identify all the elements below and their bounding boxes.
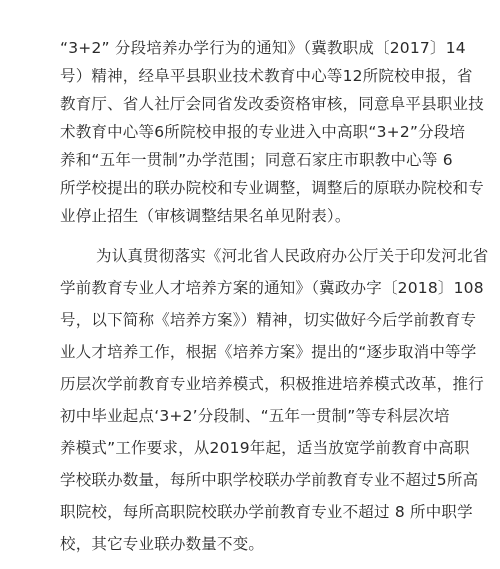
- paragraph-1-line-1: “3+2” 分段培养办学行为的通知》（冀教职成〔2017〕14: [60, 39, 466, 57]
- paragraph-2-line-9: 职院校，每所高职院校联办学前教育专业不超过 8 所中职学: [60, 503, 473, 521]
- paragraph-1-line-2: 号）精神，经阜平县职业技术教育中心等12所院校申报，省: [60, 67, 473, 85]
- paragraph-2-line-2: 学前教育专业人才培养方案的通知》（冀政办字〔2018〕108: [60, 279, 484, 297]
- paragraph-1-line-5: 养和“五年一贯制”办学范围；同意石家庄市职教中心等 6: [60, 151, 453, 169]
- paragraph-2-line-5: 历层次学前教育专业培养模式，积极推进培养模式改革，推行: [60, 375, 484, 393]
- paragraph-2-line-1: 为认真贯彻落实《河北省人民政府办公厅关于印发河北省: [96, 247, 489, 265]
- paragraph-2-line-10: 校，其它专业联办数量不变。: [60, 535, 265, 553]
- paragraph-2-line-6: 初中毕业起点‘3+2’分段制、“五年一贯制”等专科层次培: [60, 407, 450, 425]
- paragraph-1-line-6: 所学校提出的联办院校和专业调整，调整后的原联办院校和专: [60, 179, 484, 197]
- paragraph-2-line-7: 养模式”工作要求，从2019年起，适当放宽学前教育中高职: [60, 439, 470, 457]
- paragraph-1-line-7: 业停止招生（审核调整结果名单见附表）。: [60, 207, 351, 225]
- paragraph-2-line-3: 号，以下简称《培养方案》）精神，切实做好今后学前教育专: [60, 311, 477, 329]
- paragraph-2-line-4: 业人才培养工作，根据《培养方案》提出的“逐步取消中等学: [60, 343, 477, 361]
- paragraph-1-line-3: 教育厅、省人社厅会同省发改委资格审核，同意阜平县职业技: [60, 95, 484, 113]
- paragraph-2-line-8: 学校联办数量，每所中职学校联办学前教育专业不超过5所高: [60, 471, 479, 489]
- paragraph-1-line-4: 术教育中心等6所院校申报的专业进入中高职“3+2”分段培: [60, 123, 466, 141]
